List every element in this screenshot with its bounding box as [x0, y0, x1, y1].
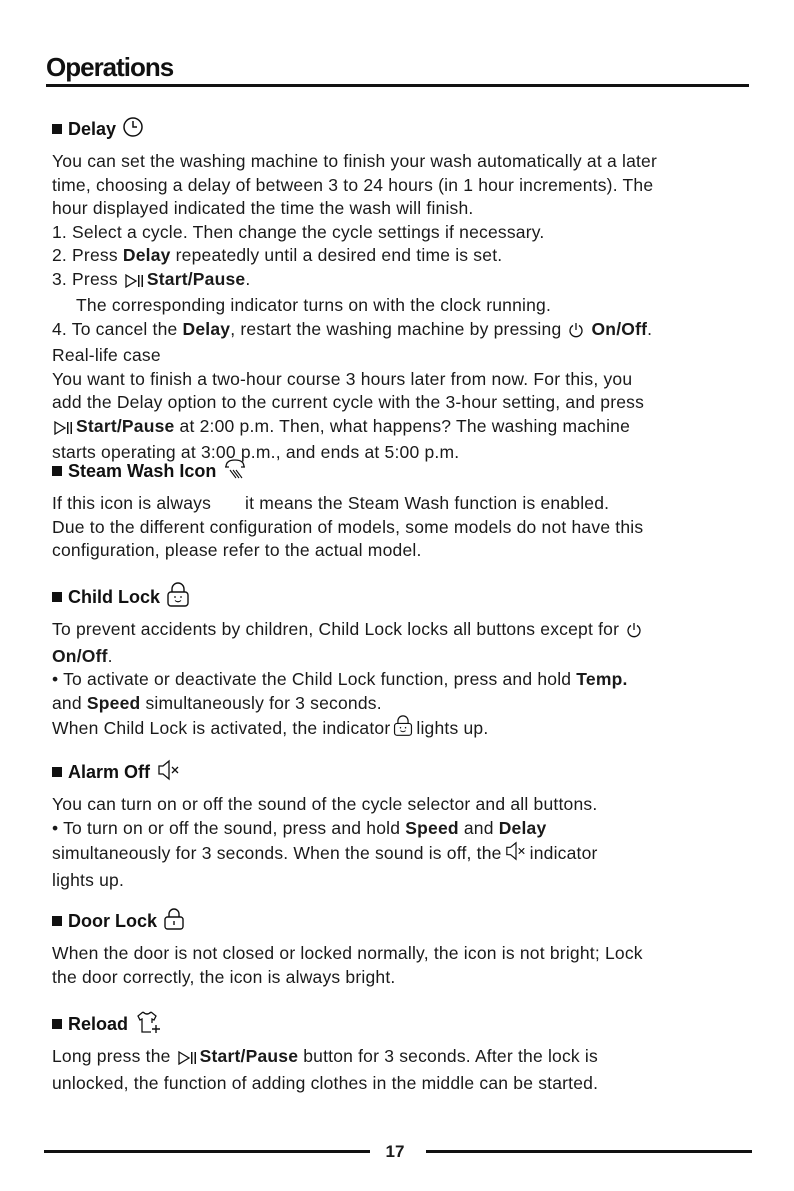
alarm-off-heading-text: Alarm Off — [68, 761, 151, 782]
alarm-off-heading — [52, 759, 752, 785]
steam-icon — [222, 457, 248, 486]
delay-heading — [52, 116, 752, 142]
power-icon — [568, 321, 584, 345]
alarm-off-text-3: simultaneously for 3 seconds. When the sound is off, the indicator — [52, 840, 752, 869]
reload-body — [52, 1045, 752, 1095]
alarm-off-text-1: You can turn on or off the sound of the cycle selector and all buttons. — [52, 794, 598, 814]
child-lock-text-5: When Child Lock is activated, the indicator lights up. — [52, 715, 752, 744]
child-lock-text-2: On/Off. — [52, 645, 113, 666]
play-pause-icon — [54, 418, 74, 442]
child-lock-text-1: To prevent accidents by children, Child Lock locks all buttons except for — [52, 618, 752, 645]
child-lock-icon — [166, 582, 190, 613]
bullet-square — [52, 124, 62, 134]
door-lock-text-1: When the door is not closed or locked normally, the icon is not bright; Lock — [52, 943, 643, 963]
delay-case-3: Start/Pause at 2:00 p.m. Then, what happens? The washing machine — [52, 415, 752, 442]
section-alarm-off — [52, 759, 752, 892]
title-rule — [46, 84, 749, 87]
door-lock-body — [52, 942, 752, 989]
delay-step-2: 2. Press Delay repeatedly until a desired end time is set. — [52, 245, 503, 265]
reload-text-1: Long press the Start/Pause button for 3 seconds. After the lock is — [52, 1045, 752, 1072]
steam-text-2: Due to the different configuration of models, some models do not have this — [52, 516, 644, 537]
reload-text-2: unlocked, the function of adding clothes in the middle can be started. — [52, 1072, 599, 1093]
padlock-icon — [163, 907, 185, 936]
section-delay — [52, 116, 752, 465]
mute-icon — [156, 758, 182, 787]
child-lock-text-4: and Speed simultaneously for 3 seconds. — [52, 692, 382, 713]
play-pause-icon — [125, 271, 145, 295]
alarm-off-text-2: • To turn on or off the sound, press and hold Speed and Delay — [52, 817, 547, 838]
footer-rule-right — [426, 1150, 752, 1153]
delay-case-4: starts operating at 3:00 p.m., and ends at 5:00 p.m. — [52, 442, 460, 462]
page-number: 17 — [385, 1142, 405, 1161]
clock-icon — [122, 116, 144, 143]
alarm-off-text-4: lights up. — [52, 869, 125, 890]
section-steam-wash — [52, 458, 752, 563]
delay-case-1: You want to finish a two-hour course 3 hours later from now. For this, you — [52, 368, 633, 389]
steam-text-3: configuration, please refer to the actual model. — [52, 540, 422, 560]
play-pause-icon — [178, 1048, 198, 1072]
child-lock-text-3: • To activate or deactivate the Child Lock function, press and hold Temp. — [52, 669, 628, 689]
delay-step-4: 4. To cancel the Delay, restart the washing machine by pressing On/Off. — [52, 318, 752, 345]
child-lock-icon — [392, 715, 414, 744]
delay-heading-text: Delay — [68, 118, 117, 139]
delay-body — [52, 150, 752, 465]
steam-body — [52, 492, 752, 563]
delay-step-3: 3. Press Start/Pause. — [52, 268, 752, 295]
bullet-square — [52, 1019, 62, 1029]
alarm-off-body — [52, 793, 752, 892]
delay-case-title: Real-life case — [52, 345, 161, 365]
door-lock-heading — [52, 908, 752, 934]
power-icon — [626, 621, 642, 645]
delay-step-1: 1. Select a cycle. Then change the cycle settings if necessary. — [52, 221, 545, 242]
door-lock-text-2: the door correctly, the icon is always bright. — [52, 966, 396, 987]
delay-step-3-note: The corresponding indicator turns on with the clock running. — [76, 295, 552, 315]
steam-heading — [52, 458, 752, 484]
child-lock-heading — [52, 584, 752, 610]
child-lock-heading-text: Child Lock — [68, 586, 161, 607]
mute-icon — [504, 840, 528, 869]
page-title: Operations — [46, 52, 174, 82]
delay-case-2: add the Delay option to the current cycle with the 3-hour setting, and press — [52, 392, 645, 412]
delay-text-3: hour displayed indicated the time the wash will finish. — [52, 198, 474, 218]
section-door-lock — [52, 908, 752, 989]
child-lock-body — [52, 618, 752, 744]
bullet-square — [52, 466, 62, 476]
delay-text-2: time, choosing a delay of between 3 to 24 hours (in 1 hour increments). The — [52, 174, 654, 195]
shirt-plus-icon — [134, 1009, 162, 1040]
delay-text-1: You can set the washing machine to finish your wash automatically at a later — [52, 151, 658, 171]
footer-rule-left — [44, 1150, 370, 1153]
bullet-square — [52, 916, 62, 926]
reload-heading — [52, 1011, 752, 1037]
section-reload — [52, 1011, 752, 1095]
reload-heading-text: Reload — [68, 1013, 129, 1034]
steam-heading-text: Steam Wash Icon — [68, 460, 217, 481]
bullet-square — [52, 767, 62, 777]
steam-text-1: If this icon is always it means the Steam Wash function is enabled. — [52, 493, 610, 513]
door-lock-heading-text: Door Lock — [68, 910, 158, 931]
bullet-square — [52, 592, 62, 602]
section-child-lock — [52, 584, 752, 744]
